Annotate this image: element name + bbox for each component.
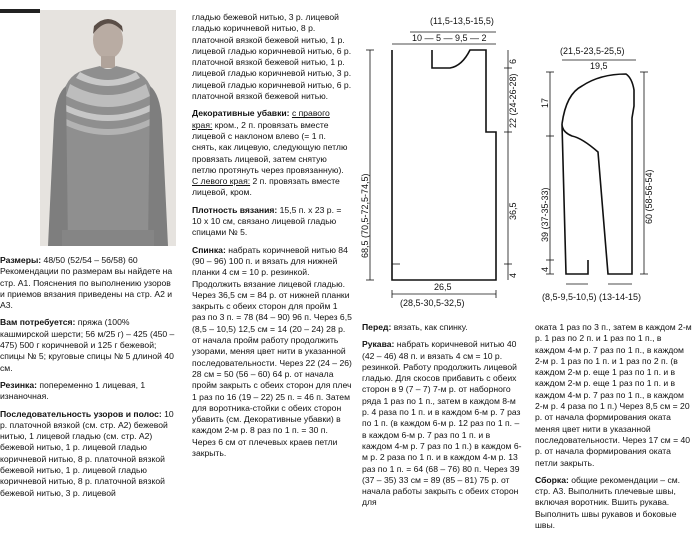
rib-label: Резинка: bbox=[0, 379, 37, 390]
back-section: Спинка: набрать коричневой нитью 84 (90 – 96) 100 п. и вязать для нижней планки 4 см = 10 р. резинкой. Продолжить вязание лицевой гладью. Через 36,5 см = 84 р. от нижней планки закрыть с обеих сторон для пройм 1 раз по 3 п. = 78 (84 – 90) 96 п. Через 6,5 (8,5 – 10,5) 12,5 см = 14 (20 – 24) 28 р. от начала пройм работу продолжить узорами, меняя цвет нити в указанной последовательности. Через 22 (24 – 26) 28 см = 50 (56 – 60) 64 р. от начала пройм закрыть с обеих сторон для плеч 1 раз по 16 (19 – 22) 25 п. = 46 п. Затем для воротника-стойки с обеих сторон убавить (см. Декоративные убавки) в каждом 2-м р. 8 раз по 1 п. = 30 п. Через 6 см от плечевых краев петли закрыть. bbox=[192, 244, 352, 458]
body-pattern-diagram bbox=[360, 8, 520, 316]
sleeve-section: Рукава: набрать коричневой нитью 40 (42 – 46) 48 п. и вязать 4 см = 10 р. резинкой. Работу продолжить лицевой гладью. Для скосов прибавить с обеих сторон в 9 (7 – 7) 7-м р. от наборного ряда 1 раз по 1 п., затем в каждом 8-м р. 4 раза по 1 п. и в каждом 6-м р. 7 раз по 1 п. (в каждом 6-м р. 12 раз по 1 п. – в каждом 6-м р. 7 раз по 1 п. и в каждом 4-м р. 7 раз по 1 п.) в каждом 6-м р. 2 раза по 1 п. и в каждом 4-м р. 13 раз по 1 п. = 64 (68 – 76) 80 п. Через 39 (37 – 35) 33 см = 89 (85 – 81) 75 р. от начала работы закрыть с обеих сторон для bbox=[362, 339, 522, 508]
rib-text: попеременно 1 лицевая, 1 изнаночная. bbox=[0, 379, 146, 402]
body-right-mid: 22 (24-26-28) bbox=[508, 73, 518, 128]
sleeve-bottom-range: (8,5-9,5-10,5) (13-14-15) bbox=[542, 292, 642, 302]
gauge-section: Плотность вязания: 15,5 п. х 23 р. = 10 х 10 см, связано лицевой гладью спицами № 5. bbox=[192, 204, 342, 238]
sizes-section bbox=[0, 255, 178, 311]
rib-section bbox=[0, 380, 178, 403]
body-top-dims: 10 — 5 — 9,5 — 2 bbox=[412, 33, 487, 43]
sleeve-right-total: 60 (58-56-54) bbox=[644, 169, 654, 224]
materials-section bbox=[0, 317, 178, 373]
column-4 bbox=[535, 322, 693, 537]
body-right-bottom: 36,5 bbox=[508, 202, 518, 220]
body-right-foot: 4 bbox=[508, 272, 518, 278]
body-right-top: 6 bbox=[508, 58, 518, 64]
body-top-range: (11,5-13,5-15,5) bbox=[430, 16, 494, 26]
sequence-label: Последовательность узоров и полос: bbox=[0, 408, 162, 419]
sequence-section bbox=[0, 409, 178, 499]
sequence-text: 10 р. платочной вязкой (см. стр. А2) бежевой нитью, 1 лицевой гладью (см. стр. А2) бежевой нитью, 1 р. лицевой гладью коричневой нитью, 8 р. платочной вязкой бежевой нитью, 1 р. лицевой гладью коричневой нитью, 8 р. платочной вязкой бежевой нитью, 3 р. лицевой bbox=[0, 408, 174, 498]
sleeve-outline bbox=[562, 74, 634, 274]
sequence-continued: гладью бежевой нитью, 3 р. лицевой гладью коричневой нитью, 8 р. платочной вязкой бежевой нитью, 1 р. лицевой гладью коричневой нитью, 6 р. платочной вязкой бежевой нитью, 1 р. лицевой гладью коричневой нитью, 3 р. лицевой гладью коричневой нитью, 6 р. платочной вязкой бежевой нитью. bbox=[192, 12, 352, 102]
sleeve-top-range: (21,5-23,5-25,5) bbox=[560, 46, 625, 56]
materials-text: пряжа (100% кашмирской шерсти; 56 м/25 г) – 425 (450 – 475) 500 г коричневой и 125 г бежевой; спицы № 5; круговые спицы № 5 длиной 40 см. bbox=[0, 317, 175, 373]
decreases-section: Декоративные убавки: с правого края: кром., 2 п. провязать вместе лицевой с наклоном влево (= 1 п. снять, как лицевую, следующую петлю провязать лицевой, затем снятую петлю протянуть через провязанную). С левого края: 2 п. провязать вместе лицевой, кром. bbox=[192, 108, 348, 198]
back-label: Спинка: bbox=[192, 244, 226, 255]
column-3 bbox=[362, 322, 522, 515]
sleeve-continued: оката 1 раз по 3 п., затем в каждом 2-м р. 1 раз по 2 п. и 1 раз по 1 п., в каждом 4-м р. 7 раз по 1 п., в каждом 2-м р. 1 раз по 1 п. и 1 раз по 2 п. (в каждом 2-м р. еще 1 раз по 1 п. и в каждом 2-м р. еще 1 раз по 1 п. и в каждом 4-м р. 7 раз по 1 п., в каждом 2-м р. 4 раза по 1 п.) Через 8,5 см = 20 р. от начала формирования оката меняя цвет нити в указанной последовательности. Через 17 см = 40 р. от начала формирования оката петли закрыть. bbox=[535, 322, 692, 468]
assembly-label: Сборка: bbox=[535, 474, 569, 485]
front-section: Перед: вязать, как спинку. bbox=[362, 322, 468, 332]
sleeve-left-foot: 4 bbox=[540, 266, 550, 272]
assembly-section: Сборка: общие рекомендации – см. стр. А3. Выполнить плечевые швы, включая воротник. Вшить рукава. Выполнить швы рукавов и боковые швы. bbox=[535, 474, 681, 531]
model-photo bbox=[40, 10, 176, 246]
column-1 bbox=[0, 255, 178, 505]
sleeve-left-bottom: 39 (37-35-33) bbox=[540, 187, 550, 242]
body-outline bbox=[392, 50, 496, 280]
body-bottom-width: 26,5 bbox=[434, 282, 452, 292]
sleeve-top-width: 19,5 bbox=[590, 61, 608, 71]
sizes-label: Размеры: bbox=[0, 255, 42, 265]
body-left-total: 68,5 (70,5-72,5-74,5) bbox=[360, 173, 370, 258]
sleeve-pattern-diagram bbox=[540, 42, 695, 312]
column-2 bbox=[192, 12, 352, 465]
front-label: Перед: bbox=[362, 322, 392, 332]
sleeve-left-top: 17 bbox=[540, 97, 550, 108]
gauge-label: Плотность вязания: bbox=[192, 204, 278, 215]
left-edge-label: С левого края: bbox=[192, 176, 251, 187]
sleeve-label: Рукава: bbox=[362, 339, 395, 350]
top-rule bbox=[0, 0, 695, 4]
sizes-text: 48/50 (52/54 – 56/58) 60 Рекомендации по размерам вы найдете на стр. А1. Пояснения по выполнению узоров и приемов вязания приведены на стр. А2 и А3. bbox=[0, 255, 173, 311]
right-edge-label: с правого края: bbox=[192, 108, 330, 130]
body-bottom-range: (28,5-30,5-32,5) bbox=[400, 298, 465, 308]
decreases-label: Декоративные убавки: bbox=[192, 108, 290, 119]
materials-label: Вам потребуется: bbox=[0, 317, 76, 328]
